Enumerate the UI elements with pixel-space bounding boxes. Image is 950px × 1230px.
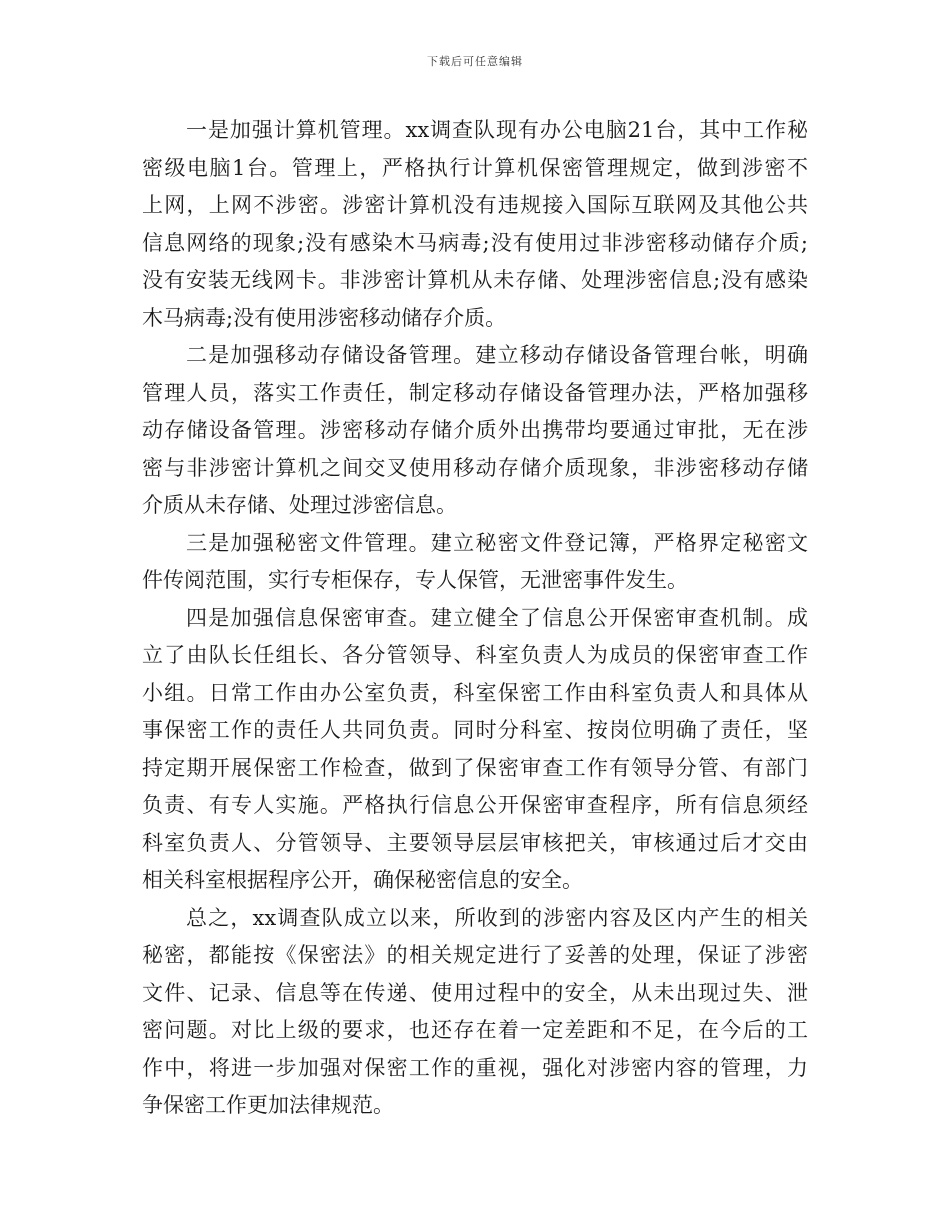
text-line: 管理人员，落实工作责任，制定移动存储设备管理办法，严格加强移 (142, 380, 808, 405)
text-line: 相关科室根据程序公开，确保秘密信息的安全。 (142, 868, 583, 892)
document-body (142, 112, 808, 1125)
text-line: 件传阅范围，实行专柜保存，专人保管，无泄密事件发生。 (142, 568, 688, 592)
text-line: 上网，上网不涉密。涉密计算机没有违规接入国际互联网及其他公共 (142, 193, 808, 217)
paragraph-computer-management (142, 112, 808, 337)
text-line: 争保密工作更加法律规范。 (142, 1093, 394, 1117)
text-line: 动存储设备管理。涉密移动存储介质外出携带均要通过审批，无在涉 (142, 418, 808, 442)
text-line: 立了由队长任组长、各分管领导、科室负责人为成员的保密审查工作 (142, 643, 808, 667)
text-line: 密与非涉密计算机之间交叉使用移动存储介质现象，非涉密移动存储 (142, 455, 808, 480)
text-line: 作中，将进一步加强对保密工作的重视，强化对涉密内容的管理，力 (142, 1055, 808, 1080)
text-line: 信息网络的现象;没有感染木马病毒;没有使用过非涉密移动储存介质; (142, 230, 808, 255)
text-line: 总之，xx调查队成立以来，所收到的涉密内容及区内产生的相关 (186, 905, 808, 930)
paragraph-summary (142, 900, 808, 1125)
paragraph-storage-management (142, 337, 808, 525)
text-line: 密问题。对比上级的要求，也还存在着一定差距和不足，在今后的工 (142, 1018, 808, 1042)
text-line: 木马病毒;没有使用涉密移动储存介质。 (142, 305, 507, 330)
text-line: 文件、记录、信息等在传递、使用过程中的安全，从未出现过失、泄 (142, 980, 808, 1005)
page-header: 下载后可任意编辑 (427, 55, 523, 68)
text-line: 小组。日常工作由办公室负责，科室保密工作由科室负责人和具体从 (142, 680, 808, 705)
text-line: 秘密，都能按《保密法》的相关规定进行了妥善的处理，保证了涉密 (142, 943, 808, 967)
text-line: 一是加强计算机管理。xx调查队现有办公电脑21台，其中工作秘 (186, 118, 808, 142)
text-line: 四是加强信息保密审查。建立健全了信息公开保密审查机制。成 (186, 605, 808, 630)
text-line: 持定期开展保密工作检查，做到了保密审查工作有领导分管、有部门 (142, 755, 808, 780)
text-line: 没有安装无线网卡。非涉密计算机从未存储、处理涉密信息;没有感染 (142, 268, 808, 292)
paragraph-secret-files (142, 525, 808, 600)
text-line: 三是加强秘密文件管理。建立秘密文件登记簿，严格界定秘密文 (186, 530, 808, 555)
text-line: 科室负责人、分管领导、主要领导层层审核把关，审核通过后才交由 (142, 830, 808, 855)
text-line: 密级电脑1台。管理上，严格执行计算机保密管理规定，做到涉密不 (142, 155, 808, 180)
text-line: 事保密工作的责任人共同负责。同时分科室、按岗位明确了责任，坚 (142, 718, 808, 742)
text-line: 介质从未存储、处理过涉密信息。 (142, 493, 457, 517)
text-line: 负责、有专人实施。严格执行信息公开保密审查程序，所有信息须经 (142, 793, 808, 817)
text-line: 二是加强移动存储设备管理。建立移动存储设备管理台帐，明确 (186, 343, 808, 367)
paragraph-information-review (142, 600, 808, 900)
